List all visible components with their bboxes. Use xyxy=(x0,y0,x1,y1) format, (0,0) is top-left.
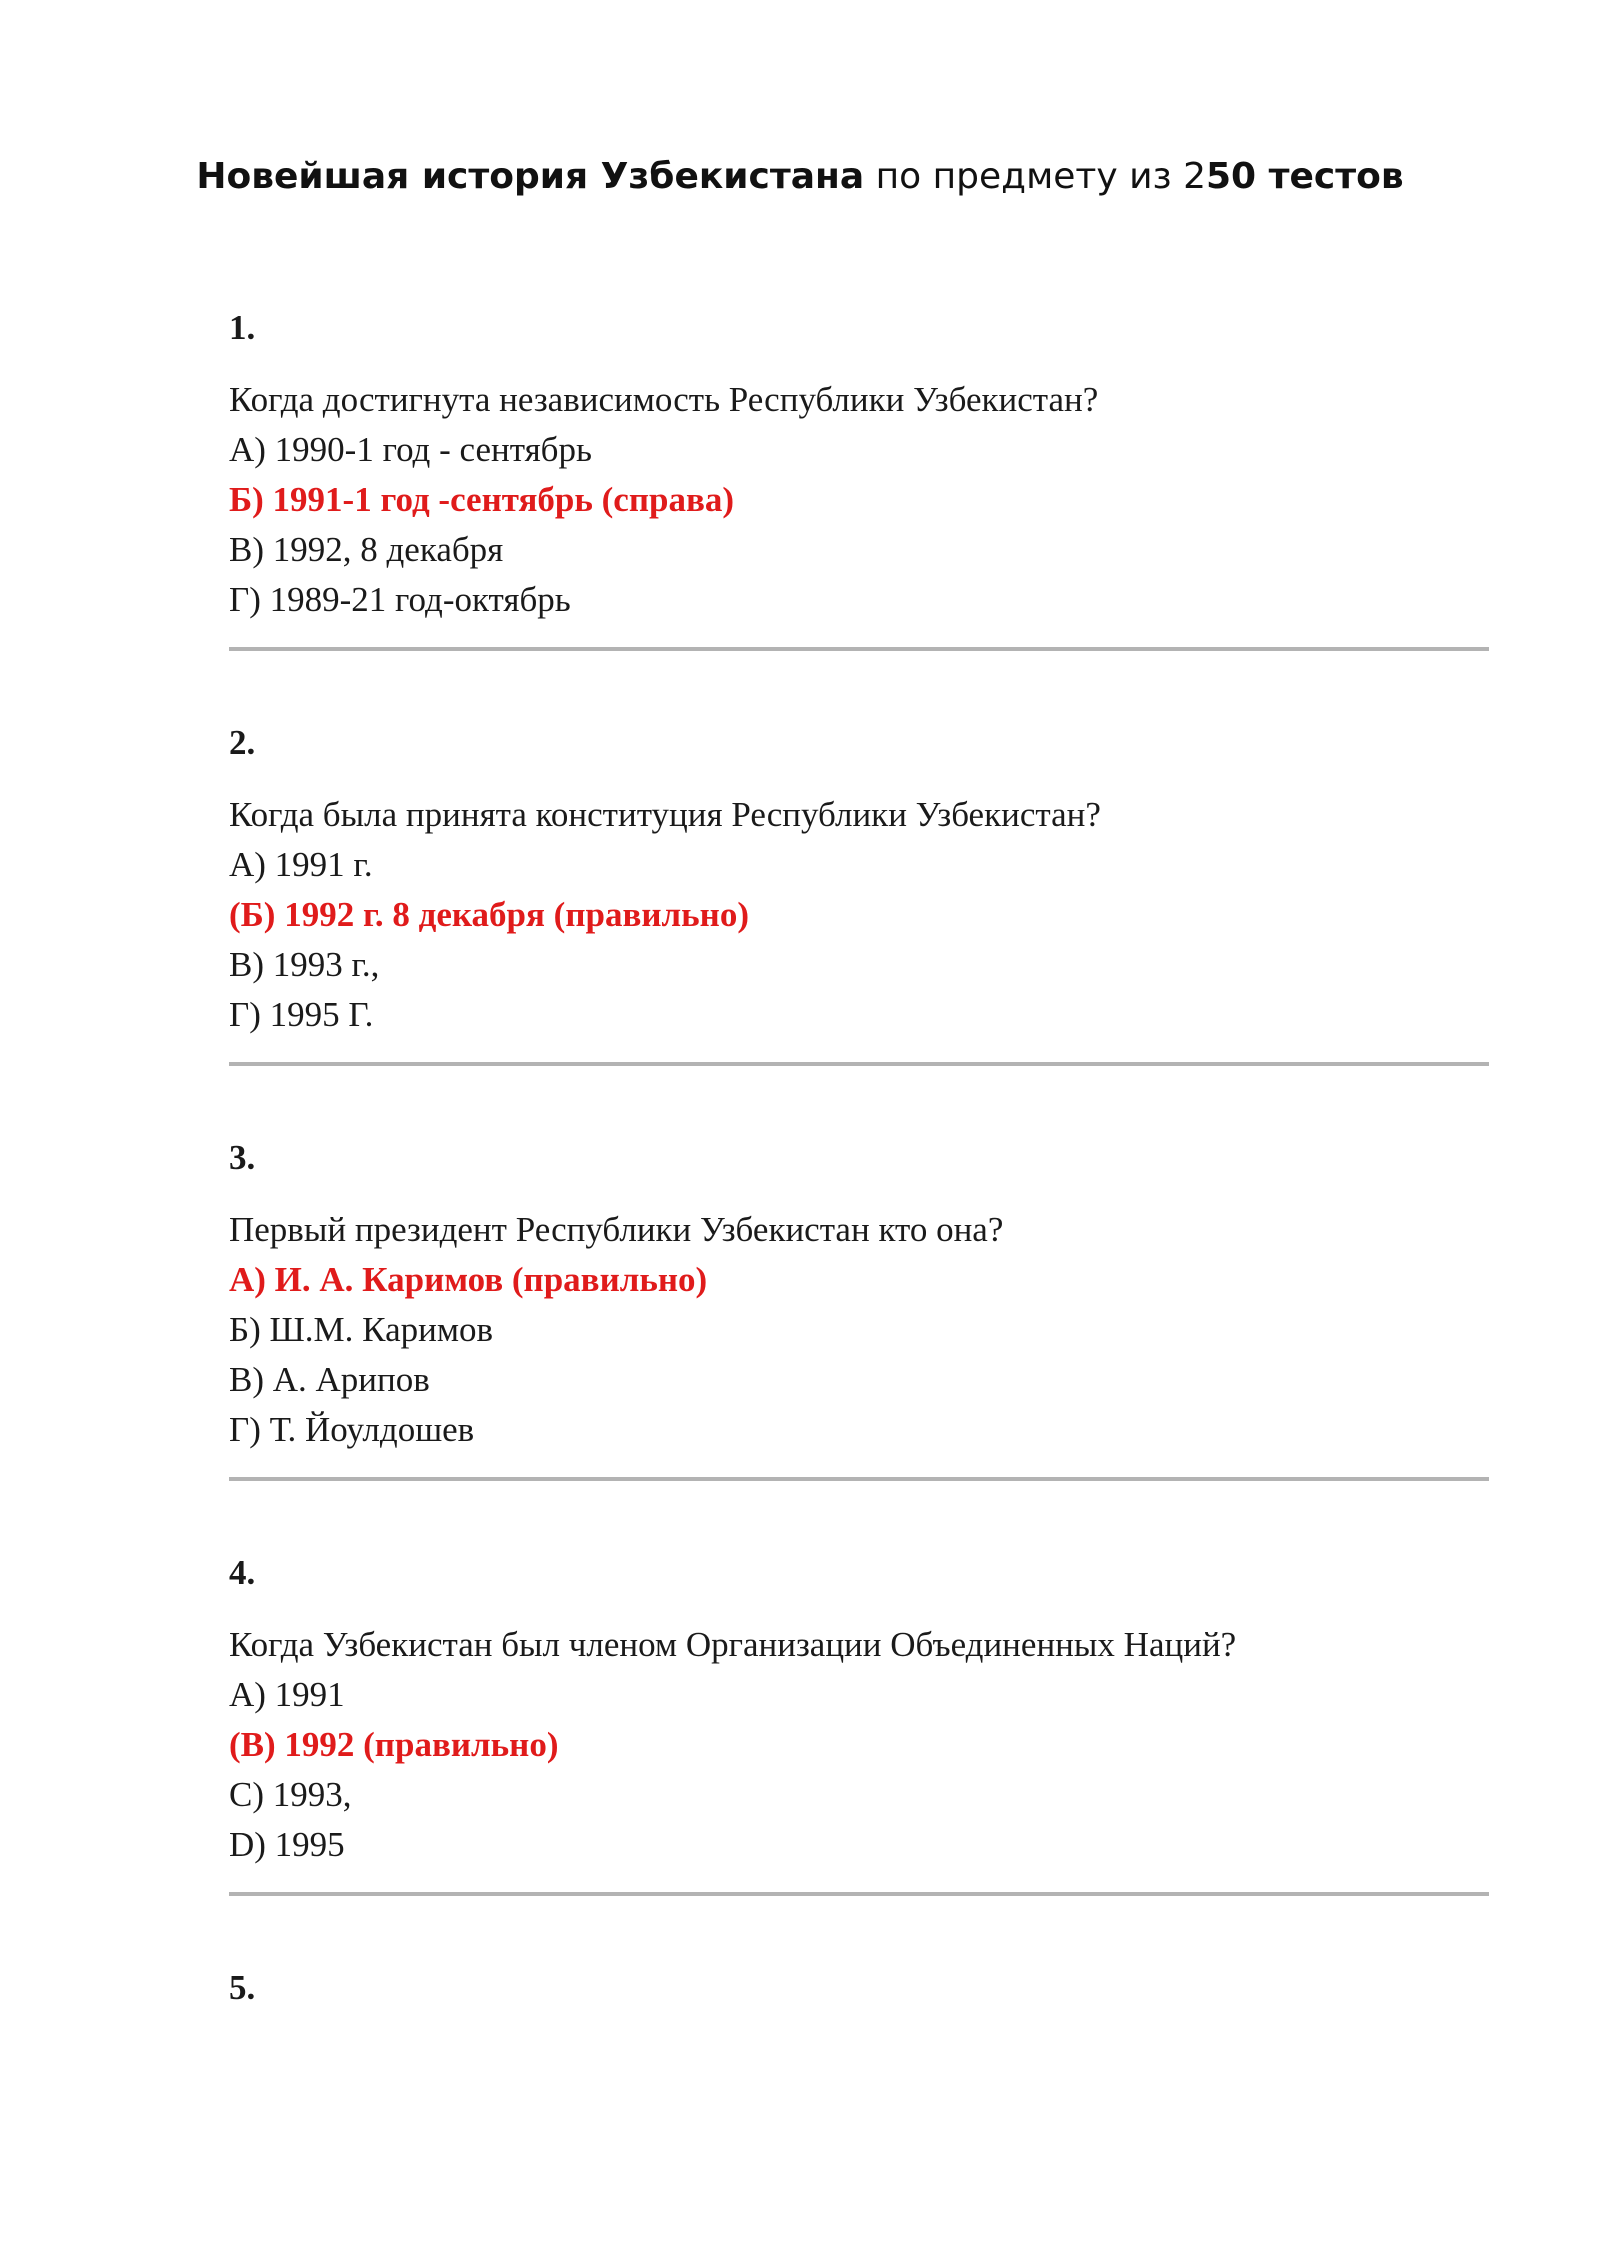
question-text: Первый президент Республики Узбекистан кто она? xyxy=(229,1210,1004,1249)
answer-option: Г) 1995 Г. xyxy=(229,995,374,1034)
answer-option: A) 1991 xyxy=(229,1675,345,1714)
answer-option: B) 1993 г., xyxy=(229,945,380,984)
question-2 xyxy=(229,718,1489,1040)
answer-option: A) 1991 г. xyxy=(229,845,373,884)
answer-option-correct: (Б) 1992 г. 8 декабря (правильно) xyxy=(229,895,749,934)
title-bold-count: 50 тестов xyxy=(1205,156,1404,197)
title-normal-part: по предмету из 2 xyxy=(864,156,1206,197)
question-number: 3. xyxy=(229,1138,256,1177)
answer-option: Б) Ш.М. Каримов xyxy=(229,1310,494,1349)
answer-option: Г) Т. Йоулдошев xyxy=(229,1410,475,1449)
question-3 xyxy=(229,1133,1489,1455)
question-1 xyxy=(229,303,1489,625)
question-divider xyxy=(229,647,1489,651)
answer-option: A) 1990-1 год - сентябрь xyxy=(229,430,592,469)
question-number: 4. xyxy=(229,1553,256,1592)
question-number: 1. xyxy=(229,308,256,347)
question-number: 2. xyxy=(229,723,256,762)
question-divider xyxy=(229,1477,1489,1481)
answer-option: B) А. Арипов xyxy=(229,1360,430,1399)
question-divider xyxy=(229,1892,1489,1896)
question-text: Когда была принята конституция Республики Узбекистан? xyxy=(229,795,1101,834)
question-number: 5. xyxy=(229,1968,256,2007)
answer-option: B) 1992, 8 декабря xyxy=(229,530,504,569)
answer-option-correct: Б) 1991-1 год -сентябрь (справа) xyxy=(229,480,735,519)
document-title xyxy=(0,152,1600,202)
question-text: Когда Узбекистан был членом Организации Объединенных Наций? xyxy=(229,1625,1237,1664)
question-divider xyxy=(229,1062,1489,1066)
title-bold-part: Новейшая история Узбекистана xyxy=(196,156,865,197)
question-text: Когда достигнута независимость Республики Узбекистан? xyxy=(229,380,1099,419)
answer-option: D) 1995 xyxy=(229,1825,345,1864)
answer-option: C) 1993, xyxy=(229,1775,352,1814)
answer-option: Г) 1989-21 год-октябрь xyxy=(229,580,571,619)
answer-option-correct: A) И. А. Каримов (правильно) xyxy=(229,1260,708,1299)
question-4 xyxy=(229,1548,1489,1870)
answer-option-correct: (B) 1992 (правильно) xyxy=(229,1725,559,1764)
question-5 xyxy=(229,1963,1489,2013)
